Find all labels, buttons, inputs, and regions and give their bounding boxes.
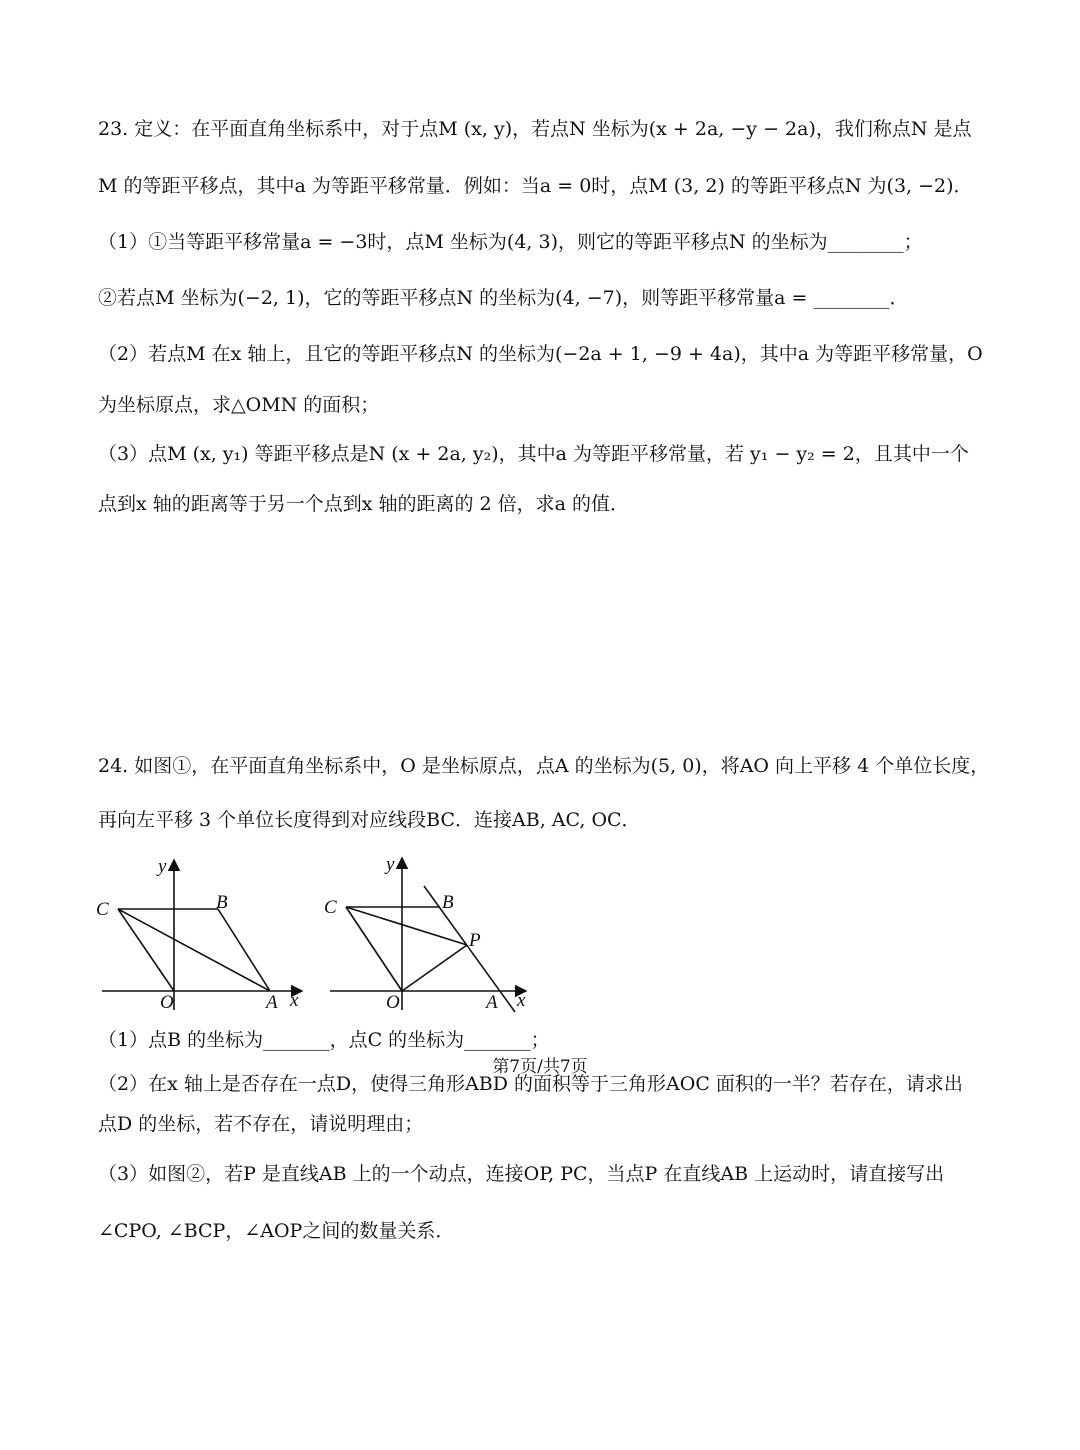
label-c: C [96, 899, 109, 920]
q23-part3-line: （3）点M (x, y₁) 等距平移点是N (x + 2a, y₂)，其中a 为等距平移常量，若 y₁ − y₂ = 2，且其中一个 [98, 443, 969, 465]
segment-ba [218, 909, 270, 991]
q24-part2-line-2: 点D 的坐标，若不存在，请说明理由； [98, 1113, 424, 1135]
q23-part2-line-2: 为坐标原点，求△OMN 的面积； [98, 394, 380, 416]
q24-part3-line: （3）如图②，若P 是直线AB 上的一个动点，连接OP, PC，当点P 在直线AB 上运动时，请直接写出 [98, 1163, 945, 1185]
label-x: x [290, 990, 299, 1011]
q24-line-2: 再向左平移 3 个单位长度得到对应线段BC．连接AB, AC, OC． [98, 809, 641, 831]
label-b: B [216, 892, 228, 913]
label-c: C [324, 897, 337, 918]
q23-line-2: M 的等距平移点，其中a 为等距平移常量．例如：当a = 0时，点M (3, 2) 的等距平移点N 为(3, −2)． [98, 175, 973, 197]
figure-1 [90, 850, 320, 1020]
label-x: x [517, 990, 526, 1011]
q23-part1-line: （1）①当等距平移常量a = −3时，点M 坐标为(4, 3)，则它的等距平移点N 的坐标为________； [98, 231, 923, 253]
page-footer: 第7页/共7页 [492, 1057, 588, 1077]
q23-line-1: 23. 定义：在平面直角坐标系中，对于点M (x, y)，若点N 坐标为(x + 2a, −y − 2a)，我们称点N 是点 [98, 118, 972, 140]
q23-part1b-line: ②若点M 坐标为(−2, 1)，它的等距平移点N 的坐标为(4, −7)，则等距平移常量a = ________． [98, 287, 909, 309]
label-a: A [266, 992, 278, 1013]
label-y: y [386, 854, 395, 875]
segment-ca [118, 909, 270, 991]
label-y: y [158, 856, 167, 877]
label-o: O [160, 992, 174, 1013]
q23-part3-line-2: 点到x 轴的距离等于另一个点到x 轴的距离的 2 倍，求a 的值． [98, 493, 630, 515]
q24-line-1: 24. 如图①，在平面直角坐标系中，O 是坐标原点，点A 的坐标为(5, 0)，将AO 向上平移 4 个单位长度， [98, 755, 990, 777]
q23-part2-line: （2）若点M 在x 轴上，且它的等距平移点N 的坐标为(−2a + 1, −9 + 4a)，其中a 为等距平移常量，O [98, 343, 983, 365]
q24-part2-line: （2）在x 轴上是否存在一点D，使得三角形ABD 的面积等于三角形AOC 面积的一半？若存在，请求出 [98, 1073, 963, 1095]
label-p: P [469, 930, 481, 951]
figure-2 [318, 850, 538, 1020]
segment-op [402, 945, 467, 991]
label-o: O [386, 992, 400, 1013]
label-a: A [486, 992, 498, 1013]
q24-part3-line-2: ∠CPO, ∠BCP，∠AOP之间的数量关系． [98, 1220, 455, 1242]
segment-co [346, 907, 402, 991]
q24-part1-line: （1）点B 的坐标为_______，点C 的坐标为_______； [98, 1029, 550, 1051]
label-b: B [442, 892, 454, 913]
segment-co [118, 909, 174, 991]
